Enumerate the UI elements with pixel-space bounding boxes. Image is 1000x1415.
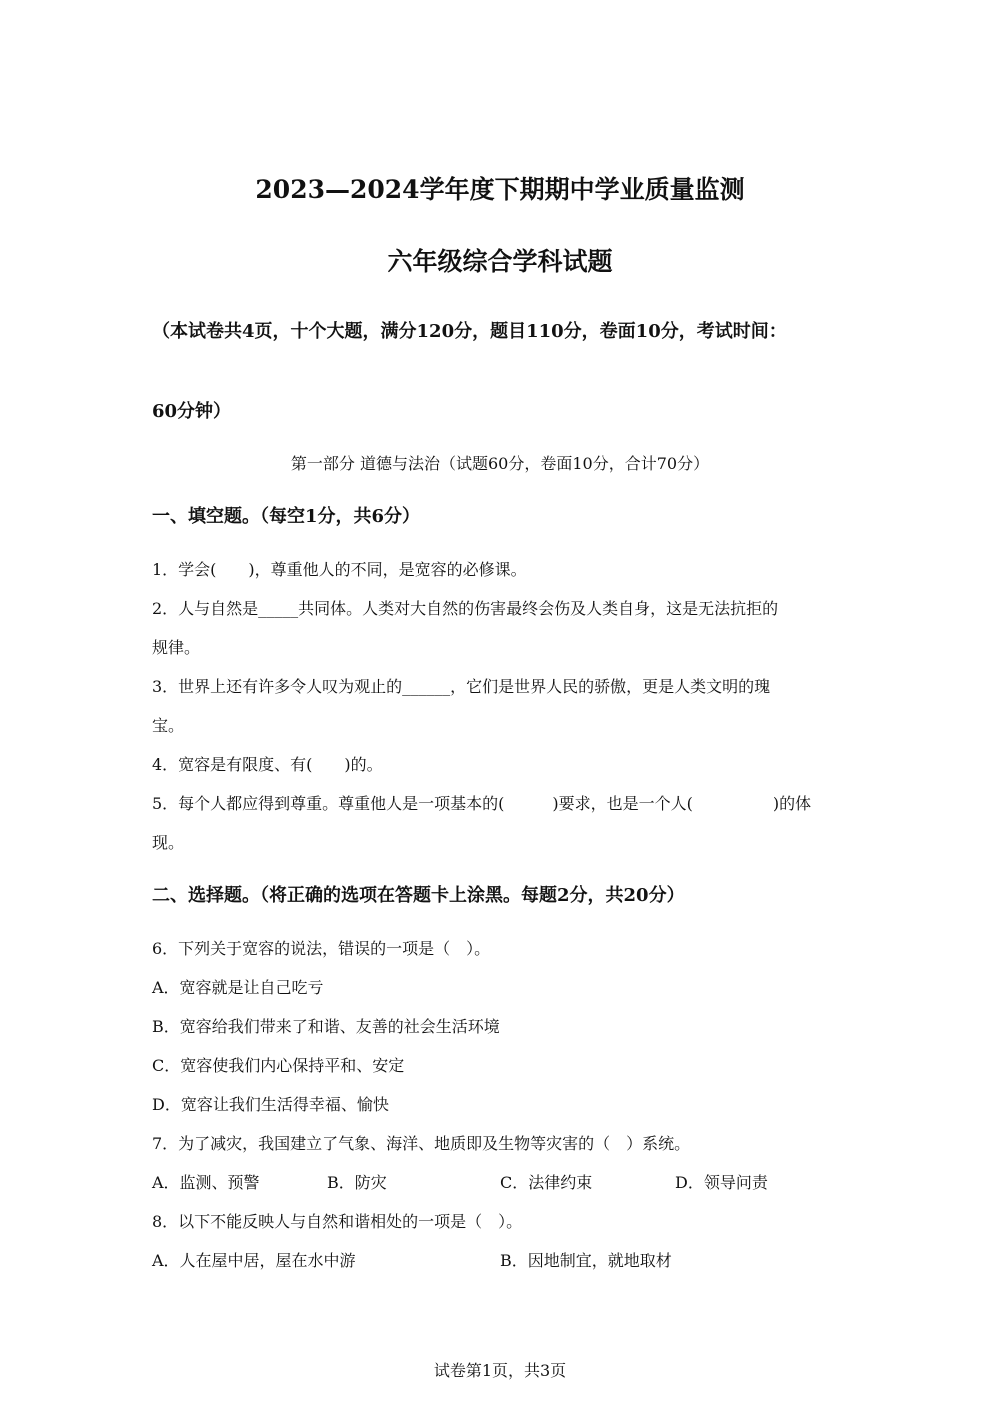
question-4: 4．宽容是有限度、有( )的。 — [152, 755, 383, 774]
question-6-option-c: C．宽容使我们内心保持平和、安定 — [152, 1056, 405, 1075]
question-8-option-b: B．因地制宜，就地取材 — [500, 1251, 672, 1270]
part-title: 第一部分 道德与法治（试题60分，卷面10分，合计70分） — [290, 454, 710, 473]
question-1: 1．学会( )，尊重他人的不同，是宽容的必修课。 — [152, 560, 527, 579]
exam-note-line1: （本试卷共4页，十个大题，满分120分，题目110分，卷面10分，考试时间： — [152, 321, 787, 342]
question-7-option-c: C．法律约束 — [500, 1173, 593, 1192]
question-6-option-d: D．宽容让我们生活得幸福、愉快 — [152, 1095, 389, 1114]
section2-heading: 二、选择题。（将正确的选项在答题卡上涂黑。每题2分，共20分） — [152, 885, 685, 906]
question-5-line2: 现。 — [152, 833, 185, 852]
question-5-line1: 5．每个人都应得到尊重。尊重他人是一项基本的( )要求，也是一个人( )的体 — [152, 794, 812, 813]
question-7-option-a: A．监测、预警 — [152, 1173, 260, 1192]
question-7-option-d: D．领导问责 — [675, 1173, 768, 1192]
question-3-line1: 3．世界上还有许多令人叹为观止的______，它们是世界人民的骄傲，更是人类文明的瑰 — [152, 677, 771, 696]
question-6-option-b: B．宽容给我们带来了和谐、友善的社会生活环境 — [152, 1017, 500, 1036]
question-8-stem: 8．以下不能反映人与自然和谐相处的一项是（ ）。 — [152, 1212, 523, 1231]
section1-heading: 一、填空题。（每空1分，共6分） — [152, 506, 421, 527]
question-6-stem: 6．下列关于宽容的说法，错误的一项是（ ）。 — [152, 939, 491, 958]
question-3-line2: 宝。 — [152, 716, 185, 735]
question-2-line2: 规律。 — [152, 638, 201, 657]
question-7-stem: 7．为了减灾，我国建立了气象、海洋、地质即及生物等灾害的（ ）系统。 — [152, 1134, 691, 1153]
exam-note-line2: 60分钟） — [152, 401, 232, 422]
page-footer: 试卷第1页，共3页 — [433, 1361, 567, 1380]
exam-subtitle: 六年级综合学科试题 — [387, 247, 613, 276]
question-6-option-a: A．宽容就是让自己吃亏 — [152, 978, 324, 997]
question-2-line1: 2．人与自然是_____共同体。人类对大自然的伤害最终会伤及人类自身，这是无法抗拒的 — [152, 599, 779, 618]
question-7-option-b: B．防灾 — [327, 1173, 387, 1192]
exam-title: 2023—2024学年度下期期中学业质量监测 — [255, 175, 745, 204]
question-8-option-a: A．人在屋中居，屋在水中游 — [152, 1251, 356, 1270]
